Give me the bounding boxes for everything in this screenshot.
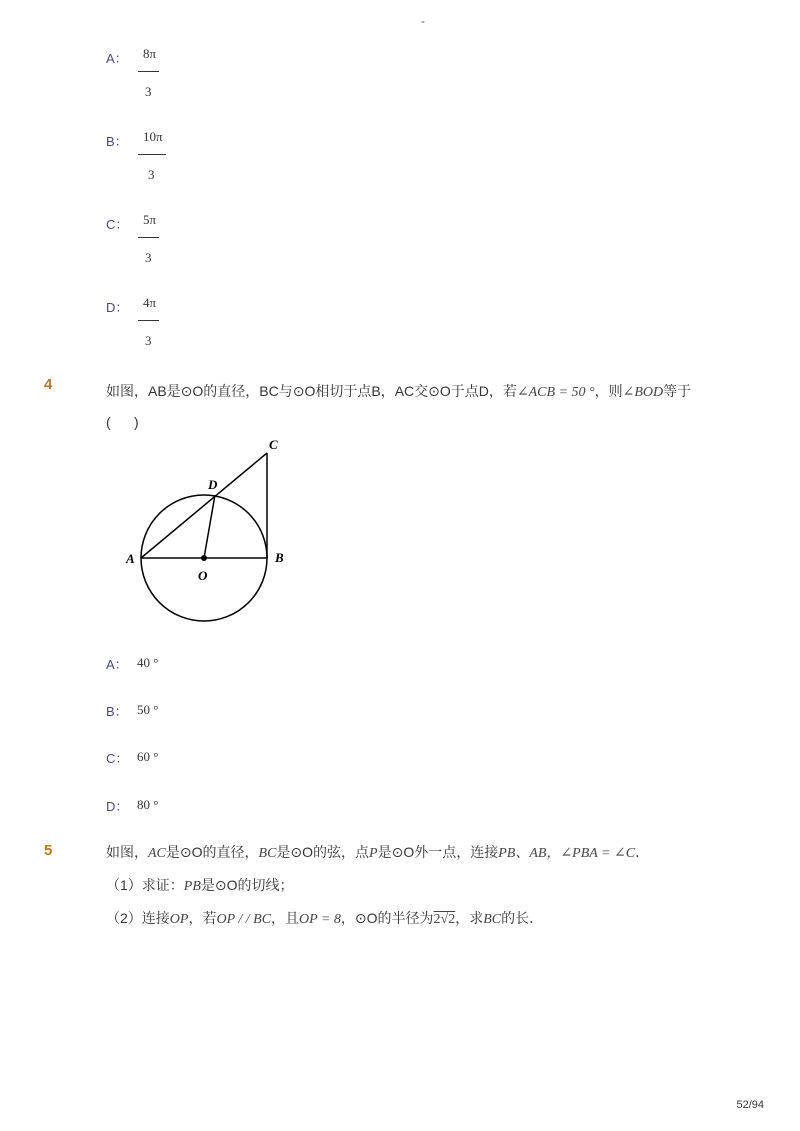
label-c: C bbox=[269, 437, 278, 452]
q4-option-c-letter: C： bbox=[106, 751, 129, 766]
q5-math: P bbox=[369, 846, 378, 861]
fraction-bar bbox=[138, 237, 159, 238]
q4-math: ∠ACB = 50 ° bbox=[516, 385, 595, 400]
question-5-stem bbox=[106, 842, 649, 862]
q5-text: （1）求证： bbox=[106, 877, 184, 893]
q5-text: ，求 bbox=[455, 910, 484, 926]
denominator: 3 bbox=[145, 333, 152, 348]
line-ac bbox=[141, 453, 267, 558]
q5-math: BC bbox=[483, 912, 502, 927]
label-a: A bbox=[126, 551, 135, 566]
question-4-number: 4 bbox=[44, 376, 53, 393]
denominator: 3 bbox=[145, 84, 152, 99]
q4-option-b-value[interactable]: 50 ° bbox=[137, 702, 159, 717]
page-number: 52/94 bbox=[736, 1099, 764, 1111]
q3-option-c-letter: C： bbox=[106, 217, 129, 232]
center-point-o bbox=[201, 555, 207, 561]
q4-text: 如图，AB是⊙O的直径，BC与⊙O相切于点B，AC交⊙O于点D，若 bbox=[106, 383, 517, 399]
fraction-bar bbox=[138, 154, 166, 155]
question-5-number: 5 bbox=[44, 842, 53, 859]
q5-math: OP bbox=[169, 912, 189, 927]
q4-math: ∠BOD bbox=[622, 385, 664, 400]
numerator: 10π bbox=[143, 129, 163, 144]
question-4-stem bbox=[106, 381, 691, 401]
q5-math-radical: 2√2 bbox=[433, 912, 456, 927]
numerator: 4π bbox=[143, 295, 157, 310]
label-b: B bbox=[275, 550, 284, 565]
q5-math: PB bbox=[183, 879, 201, 894]
q4-answer-paren: ( ) bbox=[106, 414, 139, 430]
q4-option-a-value[interactable]: 40 ° bbox=[137, 655, 159, 670]
q5-text: （2）连接 bbox=[106, 910, 170, 926]
fraction-bar bbox=[138, 320, 159, 321]
header-mark: - bbox=[421, 14, 425, 28]
q4-text: 等于 bbox=[663, 383, 692, 399]
q4-text: ，则 bbox=[594, 383, 623, 399]
q5-text: 是⊙O的弦，点 bbox=[276, 844, 370, 860]
q5-text: ，若 bbox=[188, 910, 217, 926]
q5-text: ． bbox=[635, 844, 650, 860]
q5-math: PB、AB，∠PBA = ∠C bbox=[498, 846, 636, 861]
question-5-part-1 bbox=[106, 875, 294, 895]
q5-math: BC bbox=[258, 846, 277, 861]
q5-text: 的长． bbox=[501, 910, 544, 926]
label-o: O bbox=[198, 568, 208, 583]
q4-option-d-letter: D： bbox=[106, 799, 129, 814]
numerator: 8π bbox=[143, 46, 157, 61]
q5-text: 如图， bbox=[106, 844, 148, 860]
q5-text: ，且 bbox=[271, 910, 300, 926]
q5-math: AC bbox=[148, 846, 166, 861]
numerator: 5π bbox=[143, 212, 157, 227]
q4-option-d-value[interactable]: 80 ° bbox=[137, 797, 159, 812]
q4-option-b-letter: B： bbox=[106, 704, 128, 719]
q5-text: 是⊙O的切线； bbox=[200, 877, 294, 893]
denominator: 3 bbox=[148, 167, 155, 182]
q5-text: ，⊙O的半径为 bbox=[340, 910, 434, 926]
denominator: 3 bbox=[145, 250, 152, 265]
q5-text: 是⊙O的直径， bbox=[165, 844, 259, 860]
q4-circle-figure bbox=[120, 432, 300, 628]
label-d: D bbox=[208, 477, 218, 492]
q5-math: OP = 8 bbox=[299, 912, 341, 927]
q5-text: 是⊙O外一点，连接 bbox=[377, 844, 499, 860]
fraction-bar bbox=[138, 71, 159, 72]
q3-option-a-letter: A： bbox=[106, 51, 128, 66]
q3-option-b-letter: B： bbox=[106, 134, 128, 149]
q3-option-d-letter: D： bbox=[106, 300, 129, 315]
q4-option-a-letter: A： bbox=[106, 657, 128, 672]
question-5-part-2 bbox=[106, 908, 543, 928]
q4-option-c-value[interactable]: 60 ° bbox=[137, 749, 159, 764]
q5-math: OP / / BC bbox=[216, 912, 272, 927]
